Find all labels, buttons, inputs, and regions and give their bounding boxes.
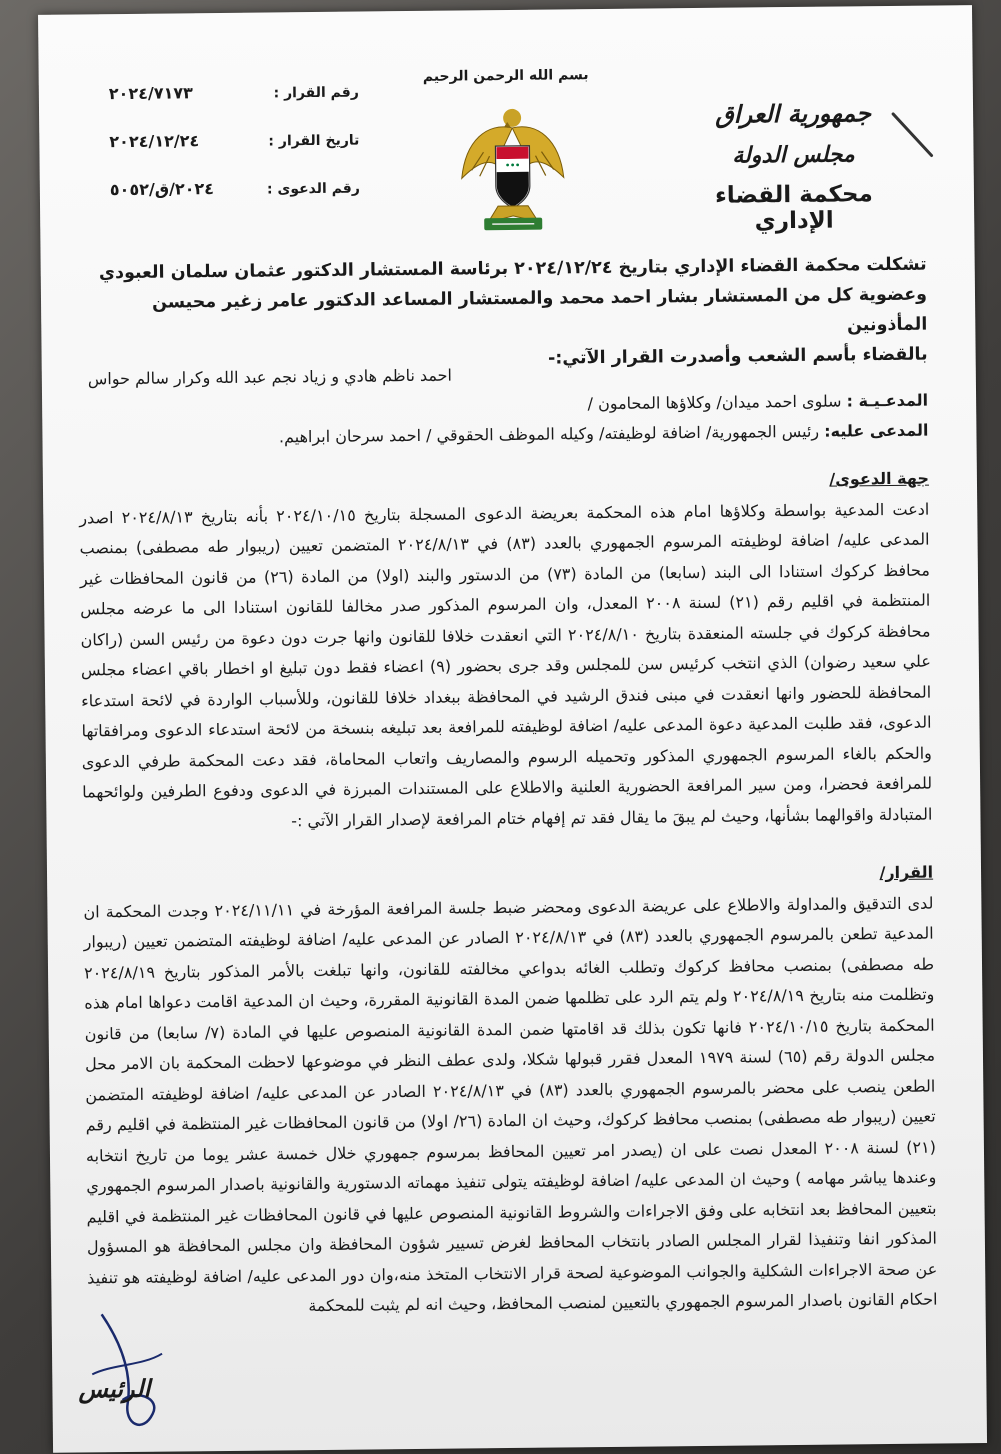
decision-number-value: ٢٠٢٤/٧١٧٣ [108, 83, 193, 104]
case-number-label: رقم الدعوى : [266, 180, 360, 198]
case-section [79, 464, 933, 839]
plaintiff-label: المدعـيـة : [846, 390, 929, 411]
president-signature-label: الرئيس [78, 1373, 151, 1404]
decision-date-row [109, 130, 359, 181]
pen-stroke-mark [887, 109, 938, 160]
panel-line-1: تشكلت محكمة القضاء الإداري بتاريخ ٢٠٢٤/١٢/٢٤ برئاسة المستشار الدكتور عثمان سلمان العبودي [98, 254, 927, 284]
parties-block [88, 356, 929, 455]
decision-section-title: القرار/ [879, 862, 934, 883]
decision-number-label: رقم القرار : [273, 84, 359, 102]
issuer-line-2: مجلس الدولة [732, 141, 855, 169]
decision-section [83, 858, 938, 1324]
defendant-value: رئيس الجمهورية/ اضافة لوظيفته/ وكيله الموظف الحقوقي / احمد سرحان ابراهيم. [278, 421, 820, 447]
decision-date-label: تاريخ القرار : [268, 132, 360, 150]
panel-line-3: بالقضاء بأسم الشعب وأصدرت القرار الآتي:- [547, 344, 928, 369]
defendant-label: المدعى عليه: [824, 420, 929, 441]
lawyers-line: احمد ناظم هادي و زياد نجم عبد الله وكرار سالم حواس [87, 365, 453, 389]
case-number-value: ٢٠٢٤/ق/٥٠٥٢ [109, 179, 215, 200]
case-section-body: ادعت المدعية بواسطة وكلاؤها امام هذه المحكمة بعريضة الدعوى المسجلة بتاريخ ٢٠٢٤/١٠/١٥ بأنه بتاريخ ٢٠٢٤/٨/١٣ اصدر المدعى عليه/ اضافة لوظيفته المرسوم الجمهوري بالعدد (٨٣) في ٢٠٢٤/٨/١٣ المتضمن تعيين (ريبوار طه مصطفى) بمنصب محافظ كركوك استنادا الى البند (سابعا) من المادة (٧٣) من الدستور والبند (اولا) من المادة (٢٦) من قانون المحافظات غير المنتظمة في اقليم رقم (٢١) لسنة ٢٠٠٨ المعدل، وان المرسوم المذكور صدر مخالفا للقانون استنادا الى ما عرضه مجلس محافظة كركوك في جلسته المنعقدة بتاريخ ٢٠٢٤/٨/١٠ التي انعقدت خلافا للقانون وانها جرت دون دعوة من رئيس السن (راكان علي سعيد رضوان) الذي انتخب كرئيس سن للمجلس وقد جرى بحضور (٩) اعضاء فقط دون تبليغ او اخطار باقي اعضاء مجلس المحافظة للحضور وانها انعقدت في مبنى فندق الرشيد في المحافظة ببغداد خلافا للقانون، وللأسباب الواردة في لائحة استدعاء الدعوى، فقد طلبت المدعية دعوة المدعى عليه/ اضافة لوظيفته للمرافعة بعد تبليغه بنسخة من لائحة استدعاء الدعوى ومرافقاتها والحكم بالغاء المرسوم الجمهوري المذكور وتحميله الرسوم والمصاريف واتعاب المحاماة، فقد دعت المحكمة طرفي الدعوى للمرافعة فحضرا، ومن سير المرافعة الحضورية العلنية والاطلاع على المستندات المبرزة في الدعوى ودفوع الطرفين ولوائحهما المتبادلة واقوالهما بشأنها، وحيث لم يبقَ ما يقال فقد تم إفهام ختام المرافعة لإصدار القرار الآتي :- [79, 499, 933, 830]
case-section-title: جهة الدعوى/ [829, 468, 930, 489]
plaintiff-value: سلوى احمد ميدان/ وكلاؤها المحامون / [587, 391, 842, 414]
document-page [38, 5, 987, 1453]
panel-line-2: وعضوية كل من المستشار بشار احمد محمد والمستشار المساعد الدكتور عامر زغير محيسن المأذونين [151, 284, 928, 336]
decision-number-row [109, 82, 359, 133]
issuer-header [673, 98, 914, 236]
basmala: بسم الله الرحمن الرحيم [422, 67, 589, 85]
issuer-line-3: محكمة القضاء الإداري [714, 181, 873, 235]
decision-date-value: ٢٠٢٤/١٢/٢٤ [109, 131, 200, 152]
iraq-emblem-icon [457, 99, 568, 240]
case-number-row [110, 178, 360, 229]
decision-meta [109, 82, 360, 229]
decision-section-body: لدى التدقيق والمداولة والاطلاع على عريضة الدعوى ومحضر ضبط جلسة المرافعة المؤرخة في ٢٠٢٤/١١/١١ وجدت المحكمة ان المدعية تطعن بالمرسوم الجمهوري بالعدد (٨٣) في ٢٠٢٤/٨/١٣ الصادر عن المدعى عليه/ اضافة لوظيفته المتضمن تعيين (ريبوار طه مصطفى) بمنصب محافظ كركوك وتطلب الغائه بدواعي مخالفته للقانون، وانها تبلغت بالأمر المذكور بتاريخ ٢٠٢٤/٨/١٩ وتظلمت منه بتاريخ ٢٠٢٤/٨/١٩ ولم يتم الرد على تظلمها ضمن المدة القانونية المقررة، وحيث ان المدعية اقامت دعواها امام هذه المحكمة بتاريخ ٢٠٢٤/١٠/١٥ فانها تكون بذلك قد اقامتها ضمن المدة القانونية المنصوص عليها في المادة (٧/ سابعا) من قانون مجلس الدولة رقم (٦٥) لسنة ١٩٧٩ المعدل فقرر قبولها شكلا، ولدى عطف النظر في موضوعها لاحظت المحكمة بان الامر محل الطعن ينصب على محضر بالمرسوم الجمهوري بالعدد (٨٣) في ٢٠٢٤/٨/١٣ الصادر عن المدعى عليه/ اضافة لوظيفته المتضمن تعيين (ريبوار طه مصطفى) بمنصب محافظ كركوك، وحيث ان المادة (٢٦/ اولا) من قانون المحافظات غير المنتظمة في اقليم رقم (٢١) لسنة ٢٠٠٨ المعدل نصت على ان (يصدر امر تعيين المحافظ بمرسوم جمهوري خلال خمسة عشر يوما من تاريخ انتخابه وعندها يباشر مهامه ) وحيث ان المدعى عليه/ اضافة لوظيفته يتولى تنفيذ مهماته الدستورية والقانونية باصدار المرسوم الجمهوري بتعيين المحافظ بعد انتخابه على وفق الاجراءات والشروط القانونية المنصوص عليها في قانون المحافظات غير المنتظمة في اقليم المذكور انفا وتنفيذا لقرار المجلس الصادر بانتخاب المحافظ لغرض تسيير شؤون المحافظة وان مجلس المحافظة هو المسؤول عن صحة الاجراءات الشكلية والجوانب الموضوعية لصحة قرار الانتخاب المتخذ منه،وان دور المدعى عليه/ اضافة لوظيفته هو تنفيذ احكام القانون باصدار المرسوم الجمهوري بالتعيين لمنصب المحافظ، وحيث انه لم يثبت للمحكمة [83, 893, 938, 1316]
issuer-line-1: جمهورية العراق [715, 98, 872, 129]
